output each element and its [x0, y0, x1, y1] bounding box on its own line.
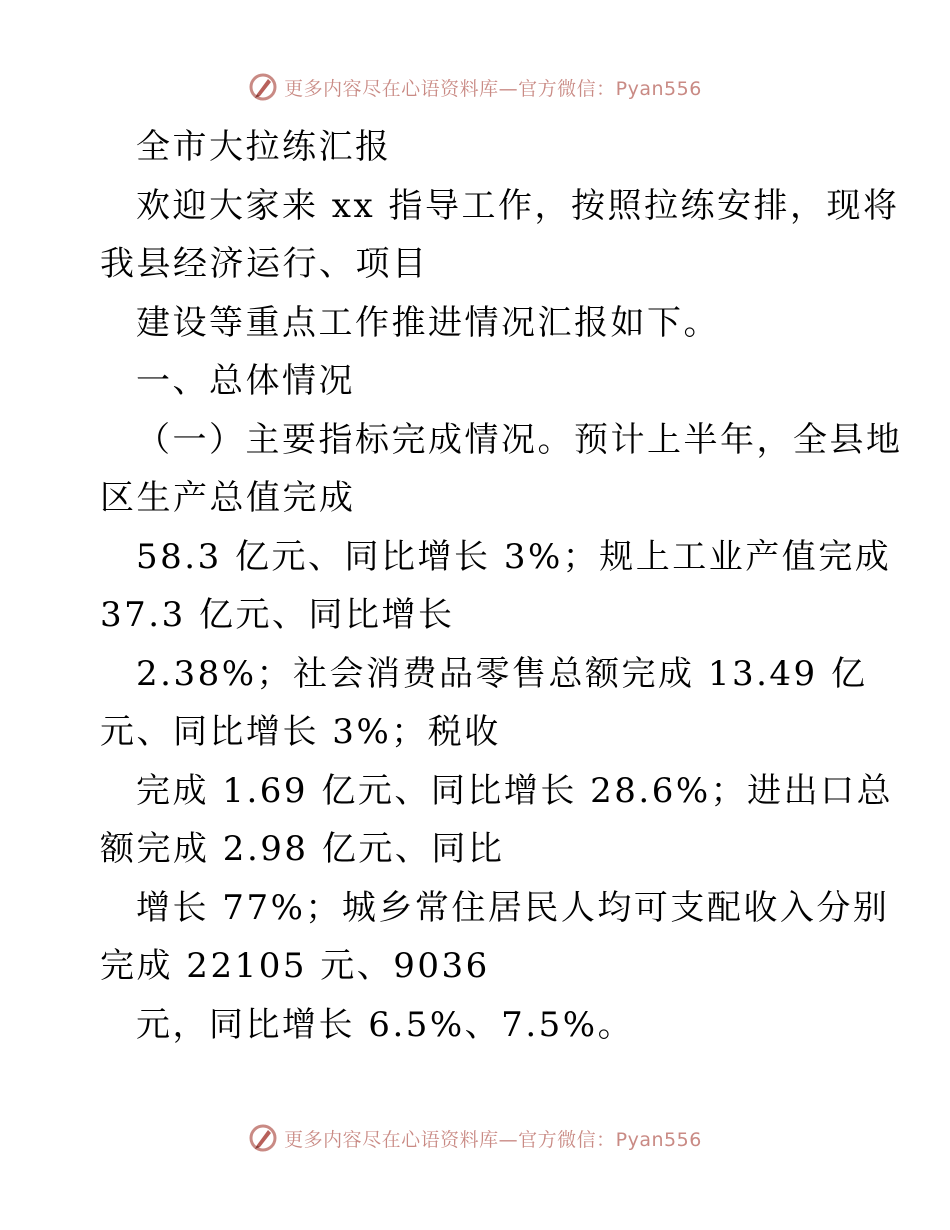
section-heading: 一、总体情况: [136, 361, 355, 401]
paragraph-line: （一）主要指标完成情况。预计上半年，全县地: [136, 419, 903, 460]
paragraph-line: 37.3 亿元、同比增长: [100, 595, 455, 635]
paragraph-line: 欢迎大家来 xx 指导工作，按照拉练安排，现将: [136, 185, 900, 226]
watermark-text: 更多内容尽在心语资料库—官方微信：Pyan556: [284, 1128, 702, 1151]
pen-logo-icon: [248, 1123, 278, 1153]
document-title: 全市大拉练汇报: [136, 127, 392, 167]
paragraph-line: 增长 77%；城乡常住居民人均可支配收入分别: [136, 887, 890, 928]
paragraph-line: 我县经济运行、项目: [100, 244, 429, 284]
paragraph-line: 建设等重点工作推进情况汇报如下。: [136, 302, 720, 343]
paragraph-line: 58.3 亿元、同比增长 3%；规上工业产值完成: [136, 536, 892, 577]
footer-watermark: [0, 1123, 950, 1153]
paragraph-line: 元，同比增长 6.5%、7.5%。: [136, 1004, 635, 1045]
paragraph-line: 完成 1.69 亿元、同比增长 28.6%；进出口总: [136, 770, 894, 811]
paragraph-line: 区生产总值完成: [100, 478, 356, 518]
paragraph-line: 2.38%；社会消费品零售总额完成 13.49 亿: [136, 653, 868, 694]
paragraph-line: 额完成 2.98 亿元、同比: [100, 829, 505, 869]
paragraph-line: 元、同比增长 3%；税收: [100, 712, 501, 752]
paragraph-line: 完成 22105 元、9036: [100, 946, 490, 986]
watermark-text: 更多内容尽在心语资料库—官方微信：Pyan556: [284, 77, 702, 100]
header-watermark: [0, 72, 950, 102]
document-body: [100, 118, 903, 1054]
pen-logo-icon: [248, 72, 278, 102]
